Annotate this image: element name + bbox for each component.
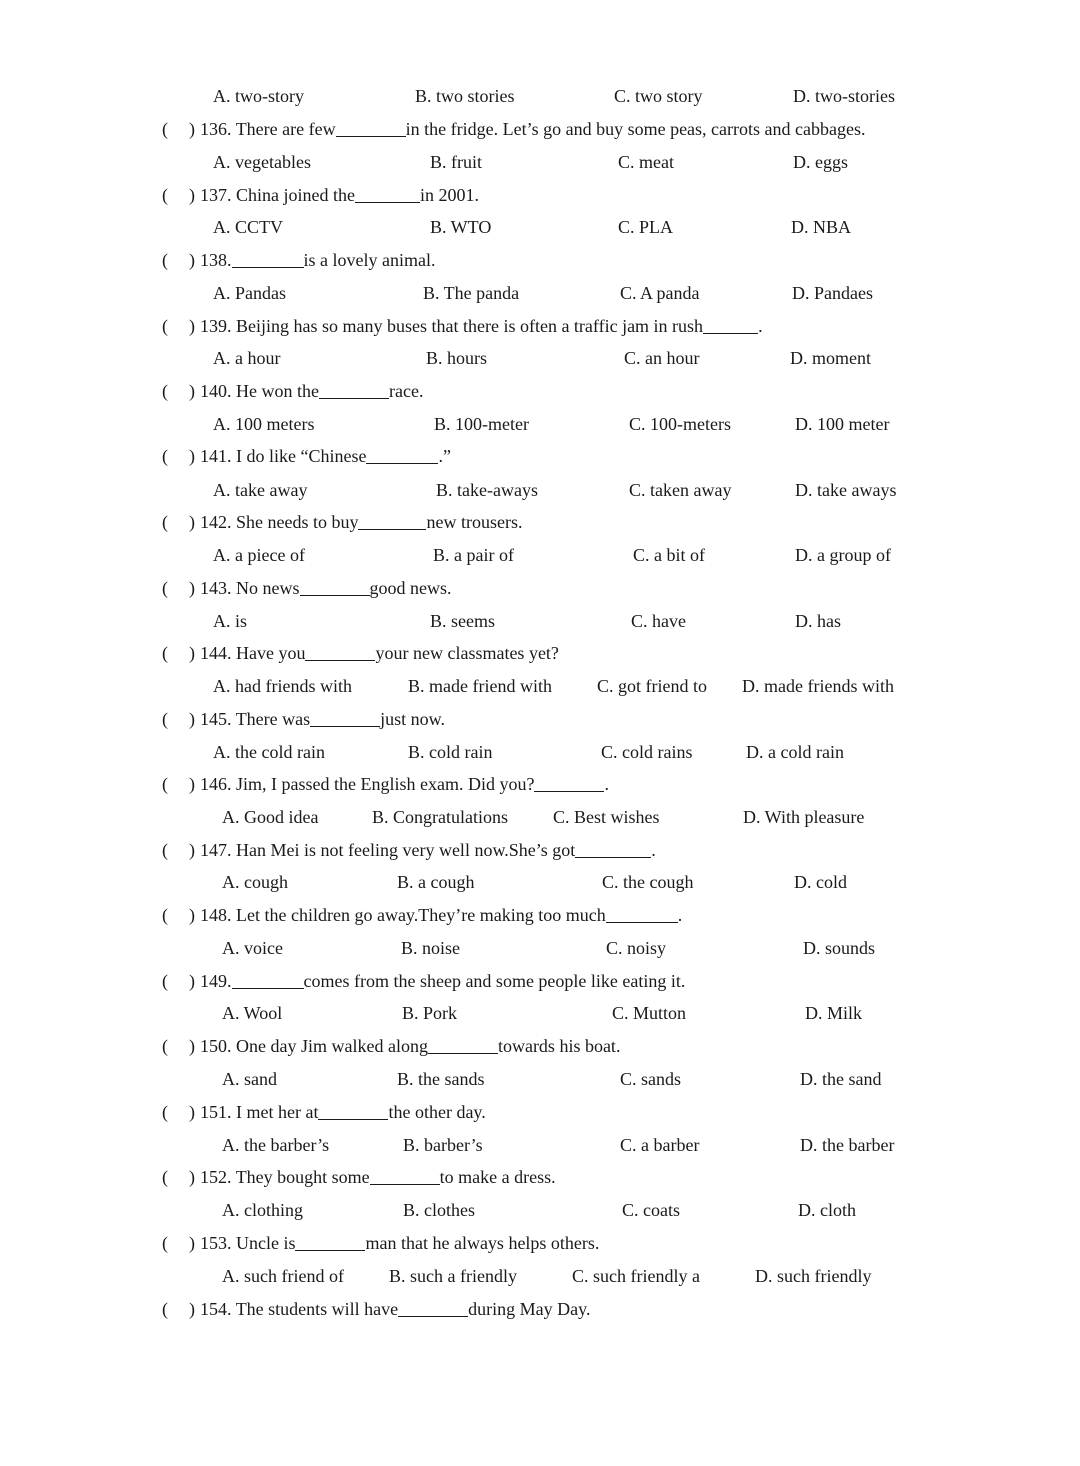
answer-paren-open: ( bbox=[162, 316, 168, 336]
option-c: C. a bit of bbox=[633, 545, 705, 565]
question-number: 138. bbox=[200, 250, 232, 270]
option-b: B. a pair of bbox=[433, 545, 514, 565]
option-a: A. voice bbox=[222, 938, 283, 958]
question-text bbox=[200, 247, 435, 273]
answer-blank bbox=[305, 642, 375, 661]
option-b: B. hours bbox=[426, 348, 488, 368]
option-d: D. sounds bbox=[803, 938, 876, 958]
question-text bbox=[200, 443, 451, 469]
question-143 bbox=[0, 575, 1080, 601]
option-b: B. take-aways bbox=[436, 480, 538, 500]
answer-paren-open: ( bbox=[162, 971, 168, 991]
answer-paren-open: ( bbox=[162, 1299, 168, 1319]
answer-paren-open: ( bbox=[162, 1167, 168, 1187]
question-after: during May Day. bbox=[468, 1299, 591, 1319]
option-row-144 bbox=[0, 673, 1080, 699]
option-b: B. a cough bbox=[397, 872, 475, 892]
option-a: A. sand bbox=[222, 1069, 277, 1089]
option-row-136 bbox=[0, 149, 1080, 175]
answer-paren-close: ) bbox=[189, 316, 195, 336]
option-d: D. 100 meter bbox=[795, 414, 890, 434]
question-after: . bbox=[604, 774, 609, 794]
answer-paren-open: ( bbox=[162, 381, 168, 401]
answer-paren-open: ( bbox=[162, 774, 168, 794]
question-138 bbox=[0, 247, 1080, 273]
question-after: . bbox=[677, 905, 683, 925]
option-b: B. 100-meter bbox=[434, 414, 529, 434]
question-number: 149. bbox=[200, 971, 232, 991]
option-c: C. such friendly a bbox=[572, 1266, 700, 1286]
option-a: A. the cold rain bbox=[213, 742, 325, 762]
question-number: 150. bbox=[200, 1036, 232, 1056]
question-text bbox=[200, 902, 682, 928]
question-number: 144. bbox=[200, 643, 232, 663]
question-before: Beijing has so many buses that there is often a traffic jam in rush bbox=[236, 316, 704, 336]
option-d: D. cloth bbox=[798, 1200, 856, 1220]
answer-blank bbox=[336, 118, 406, 137]
option-row-152 bbox=[0, 1197, 1080, 1223]
question-text bbox=[200, 1099, 486, 1125]
option-d: D. a group of bbox=[795, 545, 891, 565]
option-b: B. two stories bbox=[415, 86, 515, 106]
option-a: A. vegetables bbox=[213, 152, 311, 172]
question-number: 136. bbox=[200, 119, 232, 139]
question-after: your new classmates yet? bbox=[375, 643, 559, 663]
question-text bbox=[200, 575, 452, 601]
answer-paren-open: ( bbox=[162, 185, 168, 205]
option-c: C. 100-meters bbox=[629, 414, 731, 434]
answer-blank bbox=[355, 184, 420, 203]
question-after: .” bbox=[438, 446, 451, 466]
option-row-138 bbox=[0, 280, 1080, 306]
option-d: D. Pandaes bbox=[792, 283, 873, 303]
answer-paren-close: ) bbox=[189, 381, 195, 401]
option-d: D. moment bbox=[790, 348, 871, 368]
option-c: C. meat bbox=[618, 152, 674, 172]
question-before: Let the children go away.They’re making too much bbox=[236, 905, 606, 925]
answer-paren-close: ) bbox=[189, 578, 195, 598]
option-d: D. such friendly bbox=[755, 1266, 872, 1286]
option-b: B. WTO bbox=[430, 217, 492, 237]
option-d: D. eggs bbox=[793, 152, 848, 172]
question-text bbox=[200, 182, 479, 208]
option-b: B. fruit bbox=[430, 152, 482, 172]
question-142 bbox=[0, 509, 1080, 535]
answer-paren-close: ) bbox=[189, 643, 195, 663]
question-text bbox=[200, 771, 609, 797]
option-row-142 bbox=[0, 542, 1080, 568]
answer-blank bbox=[366, 445, 438, 464]
question-number: 140. bbox=[200, 381, 232, 401]
question-text bbox=[200, 378, 423, 404]
option-a: A. Good idea bbox=[222, 807, 319, 827]
option-c: C. a barber bbox=[620, 1135, 700, 1155]
question-number: 139. bbox=[200, 316, 232, 336]
answer-paren-open: ( bbox=[162, 1102, 168, 1122]
answer-paren-close: ) bbox=[189, 1102, 195, 1122]
question-after: . bbox=[758, 316, 763, 336]
answer-paren-close: ) bbox=[189, 1036, 195, 1056]
option-c: C. Best wishes bbox=[553, 807, 660, 827]
question-137 bbox=[0, 182, 1080, 208]
answer-blank bbox=[232, 970, 304, 989]
answer-paren-open: ( bbox=[162, 840, 168, 860]
option-b: B. seems bbox=[430, 611, 495, 631]
question-139 bbox=[0, 313, 1080, 339]
option-b: B. The panda bbox=[423, 283, 520, 303]
question-text bbox=[200, 706, 445, 732]
option-d: D. made friends with bbox=[742, 676, 894, 696]
question-text bbox=[200, 1230, 599, 1256]
answer-blank bbox=[232, 249, 304, 268]
question-number: 141. bbox=[200, 446, 232, 466]
option-c: C. the cough bbox=[602, 872, 694, 892]
question-number: 146. bbox=[200, 774, 232, 794]
question-before: Han Mei is not feeling very well now.She’s got bbox=[236, 840, 576, 860]
answer-paren-close: ) bbox=[189, 840, 195, 860]
option-c: C. taken away bbox=[629, 480, 732, 500]
question-number: 137. bbox=[200, 185, 232, 205]
question-150 bbox=[0, 1033, 1080, 1059]
question-text bbox=[200, 640, 559, 666]
question-151 bbox=[0, 1099, 1080, 1125]
question-text bbox=[200, 1164, 556, 1190]
question-text bbox=[200, 1296, 590, 1322]
question-number: 151. bbox=[200, 1102, 232, 1122]
answer-blank bbox=[295, 1232, 365, 1251]
answer-paren-close: ) bbox=[189, 512, 195, 532]
answer-paren-close: ) bbox=[189, 774, 195, 794]
option-d: D. take aways bbox=[795, 480, 897, 500]
answer-blank bbox=[534, 773, 604, 792]
option-c: C. have bbox=[631, 611, 686, 631]
answer-paren-close: ) bbox=[189, 185, 195, 205]
question-before: I met her at bbox=[236, 1102, 319, 1122]
question-before: He won the bbox=[236, 381, 319, 401]
option-c: C. sands bbox=[620, 1069, 682, 1089]
question-140 bbox=[0, 378, 1080, 404]
option-a: A. the barber’s bbox=[222, 1135, 330, 1155]
answer-blank bbox=[398, 1298, 468, 1317]
option-b: B. clothes bbox=[403, 1200, 475, 1220]
option-row-145 bbox=[0, 739, 1080, 765]
question-before: Jim, I passed the English exam. Did you? bbox=[236, 774, 535, 794]
option-b: B. the sands bbox=[397, 1069, 485, 1089]
question-number: 152. bbox=[200, 1167, 232, 1187]
answer-paren-close: ) bbox=[189, 1233, 195, 1253]
option-a: A. a piece of bbox=[213, 545, 305, 565]
option-a: A. such friend of bbox=[222, 1266, 344, 1286]
answer-paren-open: ( bbox=[162, 250, 168, 270]
option-row-143 bbox=[0, 608, 1080, 634]
option-a: A. is bbox=[213, 611, 248, 631]
question-before: There are few bbox=[235, 119, 336, 139]
answer-paren-close: ) bbox=[189, 709, 195, 729]
option-row-151 bbox=[0, 1132, 1080, 1158]
question-144 bbox=[0, 640, 1080, 666]
option-d: D. has bbox=[795, 611, 841, 631]
option-a: A. take away bbox=[213, 480, 308, 500]
question-text bbox=[200, 116, 865, 142]
question-152 bbox=[0, 1164, 1080, 1190]
option-d: D. the sand bbox=[800, 1069, 882, 1089]
question-before: The students will have bbox=[235, 1299, 399, 1319]
question-after: towards his boat. bbox=[497, 1036, 621, 1056]
question-149 bbox=[0, 968, 1080, 994]
option-c: C. coats bbox=[622, 1200, 680, 1220]
option-row-137 bbox=[0, 214, 1080, 240]
option-row-148 bbox=[0, 935, 1080, 961]
question-before: They bought some bbox=[235, 1167, 370, 1187]
answer-blank bbox=[575, 839, 651, 858]
answer-paren-open: ( bbox=[162, 119, 168, 139]
question-text bbox=[200, 313, 763, 339]
answer-paren-open: ( bbox=[162, 709, 168, 729]
answer-paren-close: ) bbox=[189, 446, 195, 466]
option-c: C. got friend to bbox=[597, 676, 707, 696]
question-before: She needs to buy bbox=[236, 512, 359, 532]
question-after: is a lovely animal. bbox=[303, 250, 436, 270]
answer-paren-close: ) bbox=[189, 905, 195, 925]
question-after: man that he always helps others. bbox=[365, 1233, 600, 1253]
question-number: 145. bbox=[200, 709, 232, 729]
question-after: the other day. bbox=[388, 1102, 486, 1122]
option-a: A. Wool bbox=[222, 1003, 283, 1023]
question-before: Uncle is bbox=[236, 1233, 296, 1253]
answer-blank bbox=[703, 315, 758, 334]
answer-blank bbox=[318, 1101, 388, 1120]
answer-blank bbox=[606, 904, 678, 923]
answer-paren-open: ( bbox=[162, 512, 168, 532]
answer-paren-open: ( bbox=[162, 578, 168, 598]
question-number: 153. bbox=[200, 1233, 232, 1253]
answer-paren-open: ( bbox=[162, 905, 168, 925]
question-after: race. bbox=[388, 381, 424, 401]
option-b: B. noise bbox=[401, 938, 461, 958]
question-text bbox=[200, 1033, 620, 1059]
answer-paren-close: ) bbox=[189, 971, 195, 991]
option-row-150 bbox=[0, 1066, 1080, 1092]
question-after: in 2001. bbox=[419, 185, 479, 205]
option-c: C. Mutton bbox=[612, 1003, 687, 1023]
option-d: D. NBA bbox=[791, 217, 852, 237]
question-number: 154. bbox=[200, 1299, 232, 1319]
question-after: new trousers. bbox=[426, 512, 523, 532]
option-b: B. Congratulations bbox=[372, 807, 508, 827]
question-after: in the fridge. Let’s go and buy some peas, carrots and cabbages. bbox=[405, 119, 866, 139]
question-before: Have you bbox=[236, 643, 306, 663]
question-text bbox=[200, 968, 685, 994]
answer-paren-open: ( bbox=[162, 1233, 168, 1253]
option-d: D. Milk bbox=[805, 1003, 863, 1023]
question-before: No news bbox=[236, 578, 300, 598]
question-after: to make a dress. bbox=[439, 1167, 556, 1187]
option-d: D. two-stories bbox=[793, 86, 895, 106]
question-text bbox=[200, 837, 656, 863]
question-number: 143. bbox=[200, 578, 232, 598]
option-d: D. a cold rain bbox=[746, 742, 844, 762]
question-before: I do like “Chinese bbox=[236, 446, 367, 466]
answer-paren-close: ) bbox=[189, 250, 195, 270]
option-c: C. A panda bbox=[620, 283, 700, 303]
option-a: A. Pandas bbox=[213, 283, 286, 303]
option-row-141 bbox=[0, 477, 1080, 503]
question-141 bbox=[0, 443, 1080, 469]
option-d: D. With pleasure bbox=[743, 807, 865, 827]
option-row-147 bbox=[0, 869, 1080, 895]
option-c: C. cold rains bbox=[601, 742, 693, 762]
option-c: C. an hour bbox=[624, 348, 700, 368]
option-a: A. cough bbox=[222, 872, 288, 892]
option-a: A. 100 meters bbox=[213, 414, 315, 434]
option-a: A. CCTV bbox=[213, 217, 284, 237]
question-147 bbox=[0, 837, 1080, 863]
answer-blank bbox=[358, 511, 426, 530]
question-number: 147. bbox=[200, 840, 232, 860]
option-b: B. made friend with bbox=[408, 676, 552, 696]
option-c: C. PLA bbox=[618, 217, 674, 237]
answer-paren-close: ) bbox=[189, 1167, 195, 1187]
question-before: China joined the bbox=[236, 185, 355, 205]
option-row-153 bbox=[0, 1263, 1080, 1289]
option-row-139 bbox=[0, 345, 1080, 371]
question-after: just now. bbox=[380, 709, 445, 729]
question-number: 142. bbox=[200, 512, 232, 532]
answer-blank bbox=[300, 577, 370, 596]
option-row-140 bbox=[0, 411, 1080, 437]
question-before: One day Jim walked along bbox=[236, 1036, 428, 1056]
option-row-146 bbox=[0, 804, 1080, 830]
option-c: C. two story bbox=[614, 86, 703, 106]
option-d: D. the barber bbox=[800, 1135, 895, 1155]
question-before: There was bbox=[235, 709, 311, 729]
answer-paren-close: ) bbox=[189, 119, 195, 139]
option-row-149 bbox=[0, 1000, 1080, 1026]
option-b: B. Pork bbox=[402, 1003, 458, 1023]
answer-blank bbox=[310, 708, 380, 727]
option-a: A. a hour bbox=[213, 348, 281, 368]
question-153 bbox=[0, 1230, 1080, 1256]
option-c: C. noisy bbox=[606, 938, 667, 958]
question-146 bbox=[0, 771, 1080, 797]
option-d: D. cold bbox=[794, 872, 847, 892]
question-154 bbox=[0, 1296, 1080, 1322]
option-b: B. cold rain bbox=[408, 742, 493, 762]
question-136 bbox=[0, 116, 1080, 142]
answer-paren-open: ( bbox=[162, 446, 168, 466]
question-after: . bbox=[651, 840, 656, 860]
answer-paren-open: ( bbox=[162, 643, 168, 663]
option-a: A. two-story bbox=[213, 86, 304, 106]
answer-paren-close: ) bbox=[189, 1299, 195, 1319]
answer-blank bbox=[370, 1166, 440, 1185]
option-row-135 bbox=[0, 83, 1080, 109]
question-text bbox=[200, 509, 522, 535]
option-b: B. such a friendly bbox=[389, 1266, 517, 1286]
answer-blank bbox=[319, 380, 389, 399]
option-a: A. clothing bbox=[222, 1200, 303, 1220]
option-b: B. barber’s bbox=[403, 1135, 483, 1155]
question-145 bbox=[0, 706, 1080, 732]
question-number: 148. bbox=[200, 905, 232, 925]
answer-paren-open: ( bbox=[162, 1036, 168, 1056]
answer-blank bbox=[428, 1035, 498, 1054]
question-after: comes from the sheep and some people like eating it. bbox=[303, 971, 686, 991]
option-a: A. had friends with bbox=[213, 676, 352, 696]
question-148 bbox=[0, 902, 1080, 928]
question-after: good news. bbox=[369, 578, 452, 598]
